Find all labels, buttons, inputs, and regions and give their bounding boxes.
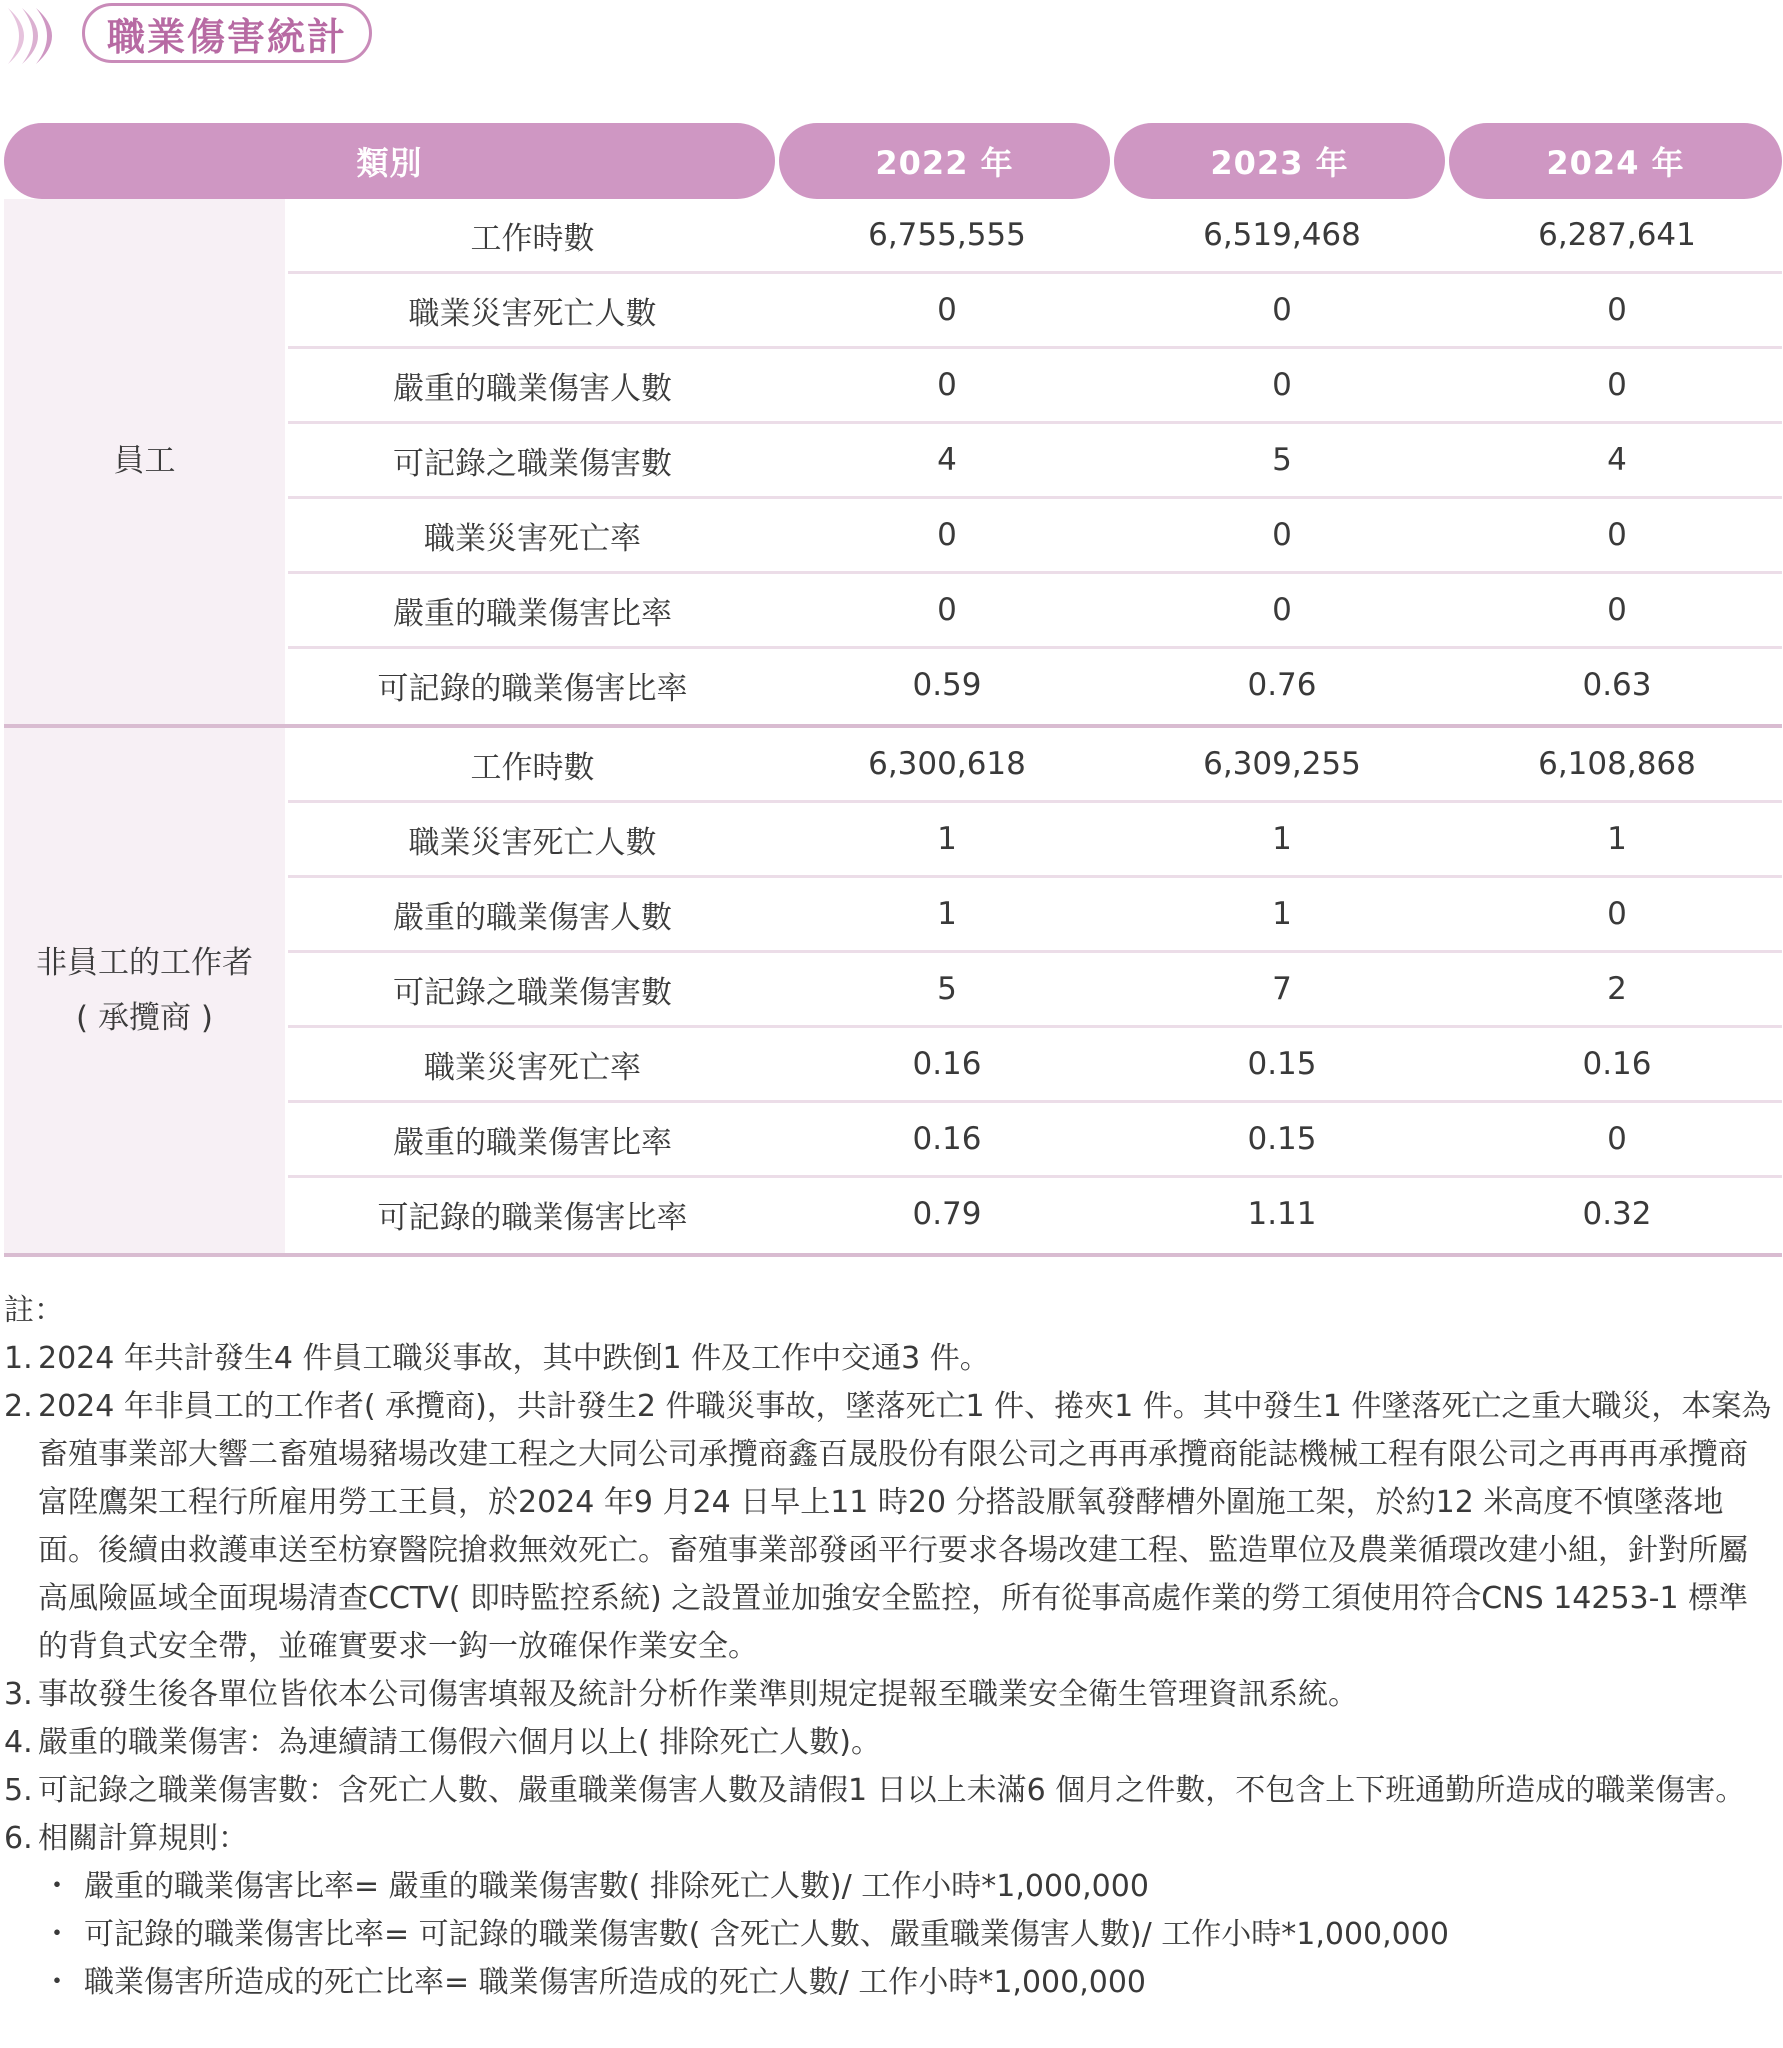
formula-text: 職業傷害所造成的死亡比率= 職業傷害所造成的死亡人數/ 工作小時*1,000,000 (84, 1965, 1146, 2000)
cell-2022: 4 (937, 442, 957, 478)
note-number: 4. (4, 1725, 33, 1760)
cell-2023: 1.11 (1247, 1196, 1317, 1232)
cell-2023: 6,309,255 (1203, 746, 1361, 782)
row-label: 工作時數 (470, 749, 595, 786)
group-non-employees (4, 728, 1782, 1253)
header-year-2024: 2024 年 (1449, 123, 1782, 199)
note-number: 6. (4, 1821, 33, 1856)
table-row (285, 349, 1782, 424)
note-item (4, 1383, 1774, 1671)
cell-2024: 2 (1607, 971, 1627, 1007)
row-label: 嚴重的職業傷害人數 (393, 370, 672, 407)
note-text: 嚴重的職業傷害：為連續請工傷假六個月以上( 排除死亡人數)。 (38, 1725, 881, 1760)
row-label: 嚴重的職業傷害比率 (393, 1124, 672, 1161)
notes-heading: 註： (4, 1293, 64, 1328)
cell-2023: 0 (1272, 517, 1292, 553)
note-item (4, 1815, 1774, 1863)
formula-text: 嚴重的職業傷害比率= 嚴重的職業傷害數( 排除死亡人數)/ 工作小時*1,000,000 (84, 1869, 1149, 1904)
note-item (4, 1719, 1774, 1767)
cell-2023: 1 (1272, 821, 1292, 857)
cell-2023: 6,519,468 (1203, 217, 1361, 253)
row-label: 可記錄的職業傷害比率 (377, 670, 688, 707)
table-row (285, 499, 1782, 574)
header-year-2023: 2023 年 (1114, 123, 1445, 199)
note-text: 2024 年共計發生4 件員工職災事故，其中跌倒1 件及工作中交通3 件。 (38, 1341, 990, 1376)
note-item (4, 1671, 1774, 1719)
note-number: 5. (4, 1773, 33, 1808)
row-label: 可記錄之職業傷害數 (393, 445, 672, 482)
cell-2024: 0.32 (1582, 1196, 1652, 1232)
note-item (4, 1335, 1774, 1383)
page-title: 職業傷害統計 (107, 14, 348, 59)
note-text: 可記錄之職業傷害數：含死亡人數、嚴重職業傷害人數及請假1 日以上未滿6 個月之件數，不包含上下班通勤所造成的職業傷害。 (38, 1773, 1746, 1808)
note-number: 3. (4, 1677, 33, 1712)
group-divider (4, 1253, 1782, 1257)
cell-2023: 7 (1272, 971, 1292, 1007)
header-category: 類別 (4, 123, 775, 199)
cell-2022: 0.16 (912, 1046, 982, 1082)
cell-2024: 1 (1607, 821, 1627, 857)
header-year-2022: 2022 年 (779, 123, 1110, 199)
cell-2024: 0.16 (1582, 1046, 1652, 1082)
cell-2024: 0 (1607, 292, 1627, 328)
cell-2022: 6,755,555 (868, 217, 1026, 253)
cell-2024: 0.63 (1582, 667, 1652, 703)
table-row (285, 574, 1782, 649)
injury-stats-table (4, 123, 1782, 1257)
note-item (4, 1767, 1774, 1815)
cell-2024: 0 (1607, 367, 1627, 403)
cell-2024: 6,287,641 (1538, 217, 1696, 253)
title-arc-decoration-icon (0, 4, 78, 68)
note-text: 事故發生後各單位皆依本公司傷害填報及統計分析作業準則規定提報至職業安全衛生管理資訊系統。 (38, 1677, 1358, 1712)
cell-2024: 0 (1607, 1121, 1627, 1157)
table-row (285, 1178, 1782, 1253)
group-employees (4, 199, 1782, 724)
cell-2022: 1 (937, 896, 957, 932)
cell-2024: 0 (1607, 517, 1627, 553)
table-row (285, 953, 1782, 1028)
cell-2022: 1 (937, 821, 957, 857)
table-row (285, 728, 1782, 803)
bullet-dot-icon: ・ (42, 1869, 72, 1904)
formula-bullet (4, 1863, 1774, 1911)
cell-2023: 0 (1272, 292, 1292, 328)
table-row (285, 803, 1782, 878)
cell-2023: 0.15 (1247, 1046, 1317, 1082)
row-label: 嚴重的職業傷害人數 (393, 899, 672, 936)
cell-2022: 5 (937, 971, 957, 1007)
cell-2022: 0.79 (912, 1196, 982, 1232)
cell-2023: 0.15 (1247, 1121, 1317, 1157)
table-row (285, 1103, 1782, 1178)
table-row (285, 199, 1782, 274)
group-label-line: 非員工的工作者 (36, 944, 253, 981)
cell-2022: 0.59 (912, 667, 982, 703)
bullet-dot-icon: ・ (42, 1965, 72, 2000)
table-row (285, 424, 1782, 499)
bullet-dot-icon: ・ (42, 1917, 72, 1952)
group-label-line: ( 承攬商 ) (76, 999, 213, 1036)
cell-2023: 1 (1272, 896, 1292, 932)
row-label: 工作時數 (470, 220, 595, 257)
cell-2022: 0 (937, 517, 957, 553)
row-label: 職業災害死亡人數 (408, 824, 657, 861)
row-label: 職業災害死亡人數 (408, 295, 657, 332)
section-title (0, 0, 420, 76)
row-label: 職業災害死亡率 (424, 520, 641, 557)
row-label: 可記錄之職業傷害數 (393, 974, 672, 1011)
formula-text: 可記錄的職業傷害比率= 可記錄的職業傷害數( 含死亡人數、嚴重職業傷害人數)/ 工作小時*1,000,000 (84, 1917, 1449, 1952)
formula-bullet (4, 1911, 1774, 1959)
table-header (4, 123, 1782, 199)
note-number: 2. (4, 1389, 33, 1424)
cell-2022: 0 (937, 292, 957, 328)
cell-2024: 0 (1607, 592, 1627, 628)
table-row (285, 649, 1782, 724)
formula-bullet (4, 1959, 1774, 2007)
note-text: 相關計算規則： (38, 1821, 248, 1856)
cell-2022: 0.16 (912, 1121, 982, 1157)
cell-2024: 0 (1607, 896, 1627, 932)
cell-2022: 6,300,618 (868, 746, 1026, 782)
title-pill (82, 3, 372, 63)
cell-2024: 4 (1607, 442, 1627, 478)
cell-2023: 0 (1272, 592, 1292, 628)
group-label-non-employees (4, 728, 285, 1253)
cell-2022: 0 (937, 367, 957, 403)
cell-2024: 6,108,868 (1538, 746, 1696, 782)
cell-2023: 0.76 (1247, 667, 1317, 703)
cell-2023: 5 (1272, 442, 1292, 478)
group-label-line: 員工 (113, 443, 176, 479)
cell-2023: 0 (1272, 367, 1292, 403)
note-text: 2024 年非員工的工作者( 承攬商)，共計發生2 件職災事故，墜落死亡1 件、捲夾1 件。其中發生1 件墜落死亡之重大職災，本案為畜殖事業部大響二畜殖場豬場改建工程之大同公司承攬商鑫百晟股份有限公司之再再承攬商能誌機械工程有限公司之再再再承攬商富陞鷹架工程行所雇用勞工王員，於2024 年9 月24 日早上11 時20 分搭設厭氧發酵槽外圍施工架，於約12 米高度不慎墜落地面。後續由救護車送至枋寮醫院搶救無效死亡。畜殖事業部發函平行要求各場改建工程、監造單位及農業循環改建小組，針對所屬高風險區域全面現場清查CCTV( 即時監控系統) 之設置並加強安全監控，所有從事高處作業的勞工須使用符合CNS 14253-1 標準的背負式安全帶，並確實要求一鈎一放確保作業安全。 (38, 1389, 1772, 1664)
group-label-employees (4, 199, 285, 724)
row-label: 嚴重的職業傷害比率 (393, 595, 672, 632)
table-row (285, 274, 1782, 349)
note-number: 1. (4, 1341, 33, 1376)
row-label: 職業災害死亡率 (424, 1049, 641, 1086)
cell-2022: 0 (937, 592, 957, 628)
table-row (285, 1028, 1782, 1103)
row-label: 可記錄的職業傷害比率 (377, 1199, 688, 1236)
table-row (285, 878, 1782, 953)
notes-section (4, 1287, 1774, 2007)
